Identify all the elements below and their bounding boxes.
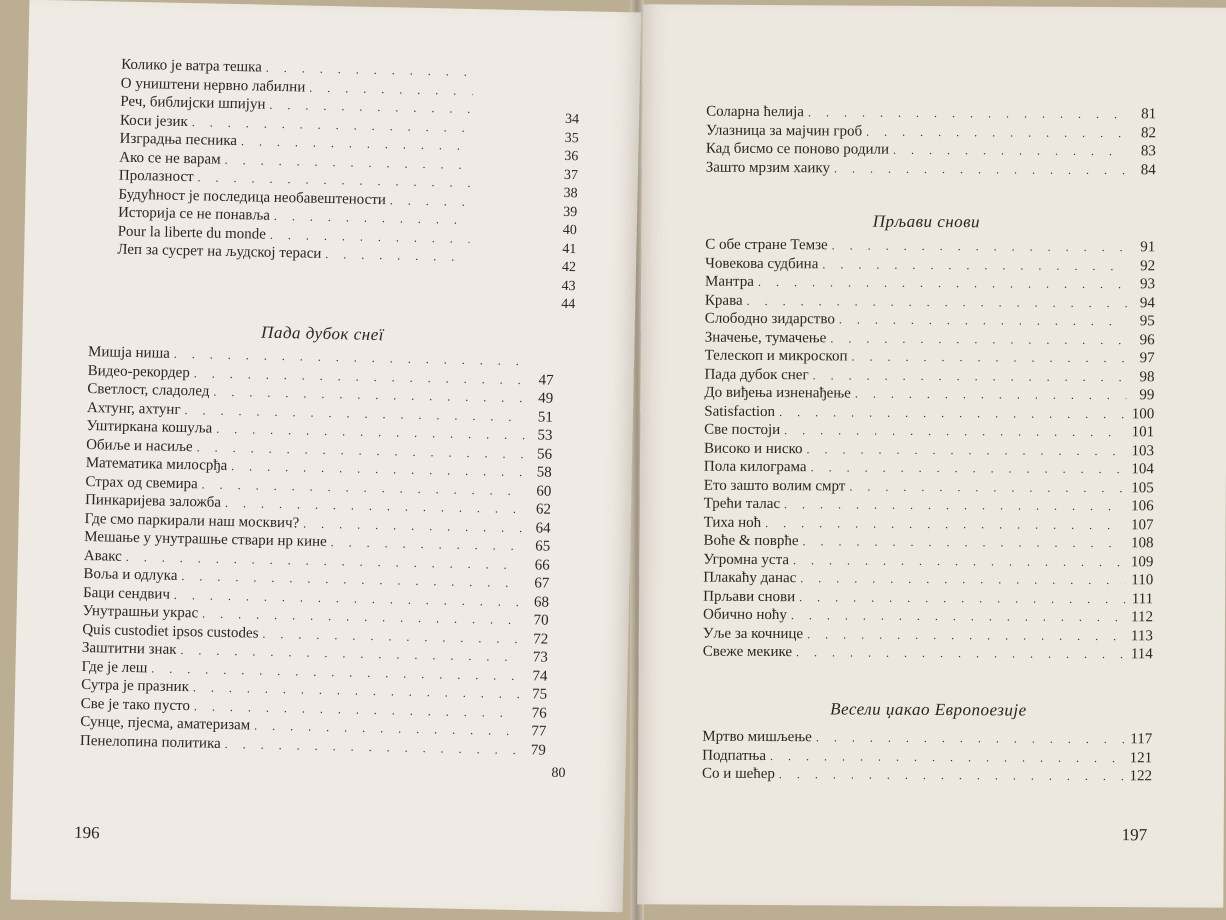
entry-title: Со и шећер [702, 765, 776, 783]
entry-page-number: 100 [1131, 405, 1155, 422]
entry-page-number: 68 [533, 593, 550, 611]
entry-page-number: 51 [537, 408, 554, 426]
toc-entry [703, 643, 1153, 664]
entry-title: Крава [704, 292, 743, 309]
entry-title: Математика милосрђа [85, 454, 228, 474]
entry-title: Пинкаријева заложба [84, 491, 222, 511]
entry-title: Пола килограма [703, 458, 807, 476]
entry-title: Изградња песника [119, 130, 238, 150]
right-top-toc [706, 103, 1156, 180]
entry-page-number: 93 [1140, 276, 1156, 293]
dot-leader [784, 495, 1125, 516]
entry-title: Пада дубок снег [704, 366, 809, 383]
left-top-toc [117, 56, 473, 267]
entry-page-number: 105 [1131, 479, 1154, 496]
entry-title: Кад бисмо се поново родили [705, 140, 890, 158]
entry-title: Соларна ћелија [706, 103, 805, 121]
dot-leader [765, 513, 1125, 534]
entry-title: Све постоји [704, 421, 781, 439]
entry-title: Воће & поврће [703, 532, 799, 550]
entry-title: О уништени нервно лабилни [120, 75, 306, 95]
entry-title: Мишја ниша [87, 343, 171, 362]
entry-page-number: 36 [564, 148, 579, 165]
entry-page-number: 47 [538, 371, 554, 389]
entry-page-number: 58 [536, 464, 552, 481]
entry-page-number: 43 [561, 278, 576, 294]
dot-leader [830, 329, 1126, 349]
entry-title: Свеже мекике [702, 643, 793, 661]
dot-leader [325, 245, 469, 267]
entry-page-number: 82 [1140, 124, 1157, 141]
entry-title: Где смо паркирали наш москвич? [84, 510, 300, 531]
entry-title: Заштитни знак [81, 639, 177, 658]
last-page-number: 80 [551, 765, 566, 782]
section-title: Прљави снови [872, 211, 981, 232]
entry-page-number: 77 [531, 723, 547, 740]
entry-page-number: 41 [562, 241, 577, 257]
entry-title: Будућност је последица необавештености [118, 186, 387, 208]
entry-title: Satisfaction [704, 403, 776, 420]
entry-page-number: 53 [537, 427, 553, 444]
dot-leader [813, 366, 1127, 386]
entry-page-number: 83 [1140, 143, 1156, 160]
entry-page-number: 95 [1139, 313, 1155, 330]
dot-leader [839, 310, 1127, 330]
dot-leader [779, 765, 1124, 786]
entry-title: Уштиркана кошуља [86, 417, 213, 437]
entry-title: Зашто мрзим хаику [705, 159, 831, 176]
entry-page-number [526, 365, 554, 366]
dot-leader [816, 728, 1125, 748]
entry-title: Сутра је празник [80, 676, 190, 696]
dot-leader [770, 747, 1124, 768]
entry-page-number: 96 [1139, 331, 1155, 348]
entry-page-number: 92 [1140, 257, 1156, 274]
section-title: Весели џакао Европоезије [830, 699, 1027, 720]
entry-title: Плакаћу данас [703, 569, 797, 587]
entry-page-number: 101 [1131, 424, 1155, 441]
entry-title: Леп за сусрет на људској тераси [117, 241, 322, 262]
right-section2-toc [702, 728, 1152, 786]
entry-title: Видео-рекордер [87, 362, 190, 381]
entry-page-number: 76 [531, 704, 547, 722]
entry-page-number: 106 [1131, 498, 1154, 515]
entry-page-number: 108 [1130, 535, 1154, 552]
entry-title: С обе стране Темзе [705, 236, 828, 254]
entry-page-number: 112 [1131, 609, 1154, 626]
entry-title: Светлост, сладолед [87, 380, 210, 400]
dot-leader [806, 440, 1125, 460]
dot-leader [793, 551, 1125, 572]
entry-page-number: 40 [562, 222, 577, 239]
entry-page-number: 97 [1139, 350, 1155, 367]
right-page [637, 4, 1226, 908]
entry-page-number: 66 [534, 556, 550, 574]
entry-title: Унутрашњи украс [82, 602, 199, 622]
entry-title: Авакс [83, 547, 122, 565]
entry-page-number: 73 [532, 649, 548, 666]
entry-page-number: 81 [1141, 106, 1157, 123]
entry-page-number: 56 [536, 445, 553, 463]
left-section-toc [80, 343, 554, 760]
entry-page-number: 42 [561, 259, 577, 276]
dot-leader [799, 588, 1125, 608]
toc-entry [706, 158, 1156, 179]
entry-title: Quis custodiet ipsos custodes [82, 621, 259, 642]
entry-page-number: 70 [533, 612, 549, 629]
entry-title: Ако се не варам [119, 149, 221, 168]
entry-title: Обиље и насиље [86, 436, 193, 455]
entry-page-number: 94 [1139, 294, 1155, 311]
entry-title: Високо и ниско [703, 440, 803, 457]
entry-title: До виђења изненађење [704, 384, 851, 402]
dot-leader [800, 569, 1125, 589]
dot-leader [758, 273, 1127, 294]
entry-page-number: 49 [538, 390, 554, 407]
dot-leader [855, 385, 1127, 405]
entry-title: Мантра [705, 273, 755, 290]
entry-page-number: 75 [531, 686, 548, 703]
entry-page-number: 99 [1139, 387, 1155, 404]
entry-page-number: 111 [1131, 590, 1154, 607]
entry-title: Угромна уста [703, 551, 790, 568]
entry-page-number: 104 [1131, 461, 1154, 478]
entry-page-number: 65 [534, 538, 551, 555]
entry-title: Страх од свемира [85, 473, 198, 492]
entry-title: Човекова судбина [705, 255, 819, 272]
entry-page-number: 103 [1131, 442, 1155, 459]
entry-title: Историја се не понавља [117, 204, 271, 224]
entry-page-number: 122 [1129, 768, 1153, 785]
dot-leader [822, 255, 1127, 275]
dot-leader [796, 643, 1125, 664]
entry-page-number: 84 [1140, 161, 1156, 178]
entry-page-number: 34 [564, 111, 580, 128]
entry-page-number: 91 [1140, 239, 1156, 256]
entry-page-number: 60 [536, 482, 552, 500]
entry-title: Воља и одлука [83, 565, 178, 584]
entry-page-number: 74 [532, 667, 548, 685]
entry-title: Пенелопина политика [79, 732, 221, 752]
dot-leader [779, 403, 1126, 424]
dot-leader [866, 122, 1128, 142]
section-title: Пада дубок снеї [260, 322, 385, 345]
entry-title: Сунце, пјесма, аматеризам [80, 713, 251, 734]
entry-page-number: 37 [563, 167, 579, 183]
entry-title: Баци сендвич [82, 584, 171, 603]
dot-leader [784, 421, 1126, 442]
entry-title: Улазница за мајчин гроб [705, 122, 863, 140]
entry-title: Колико је ватра тешка [120, 56, 263, 76]
entry-title: Ето зашто волим смрт [703, 477, 846, 494]
entry-title: Мртво мишљење [702, 728, 812, 746]
dot-leader [803, 532, 1125, 552]
entry-title: Телескоп и микроскоп [704, 347, 848, 365]
entry-page-number: 35 [564, 130, 579, 146]
dot-leader [851, 348, 1126, 368]
dot-leader [811, 458, 1126, 478]
left-top-page-numbers [545, 111, 579, 315]
dot-leader [808, 103, 1128, 123]
entry-page-number: 114 [1130, 646, 1153, 663]
entry-title: Пролазност [118, 167, 194, 186]
entry-title: Све је тако пусто [80, 695, 191, 714]
page-number: 196 [73, 822, 100, 843]
entry-page-number: 117 [1130, 731, 1153, 748]
dot-leader [834, 159, 1128, 179]
entry-title: Мешање у унутрашње ствари нр кине [84, 528, 327, 551]
dot-leader [893, 141, 1128, 161]
dot-leader [807, 625, 1125, 645]
entry-page-number: 107 [1131, 516, 1154, 533]
entry-page-number: 109 [1130, 553, 1154, 570]
entry-title: Обично ноћу [702, 606, 787, 624]
entry-title: Pour la liberte du monde [117, 223, 267, 243]
dot-leader [747, 291, 1127, 312]
entry-title: Ахтунг, ахтунг [86, 399, 181, 418]
entry-page-number: 62 [535, 501, 552, 518]
dot-leader [791, 606, 1125, 627]
entry-page-number: 44 [561, 296, 576, 313]
entry-page-number: 72 [533, 630, 549, 648]
entry-page-number: 64 [535, 519, 551, 537]
toc-entry [702, 765, 1152, 786]
entry-title: Подпатња [702, 747, 767, 764]
entry-title: Где је леш [81, 658, 148, 676]
entry-title: Тиха ноћ [703, 514, 762, 531]
dot-leader [849, 477, 1125, 497]
entry-title: Прљави снови [703, 588, 796, 605]
dot-leader [390, 191, 471, 211]
entry-page-number: 79 [530, 741, 547, 759]
dot-leader [832, 236, 1128, 256]
entry-page-number: 39 [563, 204, 578, 220]
right-section1-toc [703, 236, 1156, 664]
entry-page-number: 113 [1130, 627, 1153, 644]
entry-title: Коси језик [119, 112, 188, 130]
entry-page-number: 38 [563, 185, 578, 202]
entry-page-number: 98 [1139, 368, 1155, 385]
entry-title: Реч, библијски шпијун [120, 93, 266, 113]
left-page [11, 0, 642, 912]
entry-title: Уље за кочнице [702, 625, 804, 642]
entry-title: Значење, тумачење [704, 329, 827, 346]
entry-page-number: 121 [1129, 749, 1153, 766]
entry-page-number: 110 [1131, 572, 1154, 589]
entry-page-number: 67 [534, 575, 550, 592]
page-number: 197 [1121, 825, 1148, 845]
entry-title: Слободно зидарство [704, 310, 835, 328]
entry-title: Трећи талас [703, 495, 781, 513]
